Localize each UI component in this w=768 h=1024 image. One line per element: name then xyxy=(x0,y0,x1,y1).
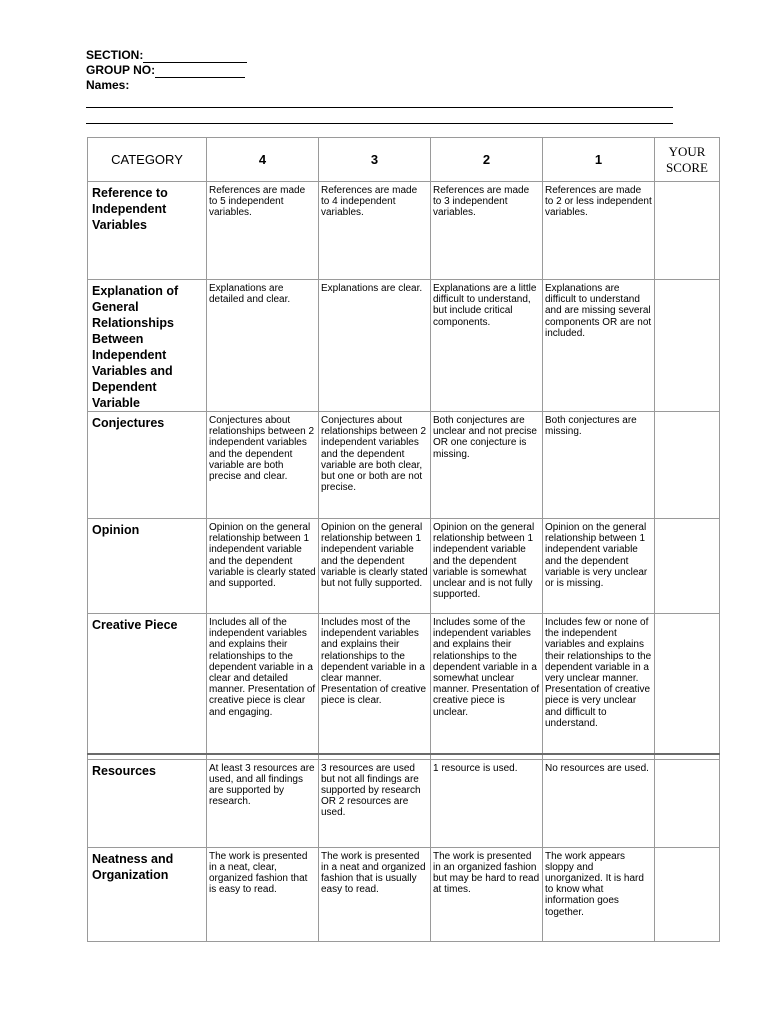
table-row xyxy=(88,519,720,614)
rubric-cell: Explanations are difficult to understand and are missing several components OR are not included. xyxy=(543,280,655,412)
rubric-cell: Conjectures about relationships between 2 independent variables and the dependent variable are both clear, but one or both are not precise. xyxy=(319,412,431,519)
table-row xyxy=(88,412,720,519)
category-cell: Reference to Independent Variables xyxy=(88,182,207,280)
rubric-cell: References are made to 5 independent variables. xyxy=(207,182,319,280)
category-cell: Resources xyxy=(88,759,207,847)
group-blank[interactable] xyxy=(155,66,245,78)
rubric-cell: References are made to 4 independent variables. xyxy=(319,182,431,280)
rubric-cell: Explanations are detailed and clear. xyxy=(207,280,319,412)
table-row xyxy=(88,759,720,847)
category-cell: Neatness and Organization xyxy=(88,847,207,941)
section-blank[interactable] xyxy=(143,51,247,63)
names-line-2[interactable] xyxy=(86,123,673,124)
rubric-cell: Opinion on the general relationship between 1 independent variable and the dependent variable is very unclear or is missing. xyxy=(543,519,655,614)
rubric-cell: At least 3 resources are used, and all findings are supported by research. xyxy=(207,759,319,847)
category-cell: Explanation of General Relationships Between Independent Variables and Dependent Variable xyxy=(88,280,207,412)
column-header-4: 4 xyxy=(207,138,319,182)
rubric-cell: The work is presented in a neat, clear, organized fashion that is easy to read. xyxy=(207,847,319,941)
score-cell[interactable] xyxy=(655,182,720,280)
rubric-cell: No resources are used. xyxy=(543,759,655,847)
names-line-1[interactable] xyxy=(86,107,673,108)
score-cell[interactable] xyxy=(655,412,720,519)
rubric-cell: The work appears sloppy and unorganized. It is hard to know what information goes together. xyxy=(543,847,655,941)
rubric-cell: The work is presented in an organized fashion but may be hard to read at times. xyxy=(431,847,543,941)
column-header-your-score: YOUR SCORE xyxy=(655,138,720,182)
rubric-cell: 1 resource is used. xyxy=(431,759,543,847)
section-label: SECTION: xyxy=(86,48,144,62)
section-field xyxy=(86,48,247,63)
rubric-cell: Opinion on the general relationship between 1 independent variable and the dependent variable is clearly stated but not fully supported. xyxy=(319,519,431,614)
rubric-cell: Opinion on the general relationship between 1 independent variable and the dependent variable is somewhat unclear and is not fully supported. xyxy=(431,519,543,614)
rubric-cell: Explanations are a little difficult to understand, but include critical components. xyxy=(431,280,543,412)
rubric-cell: Both conjectures are missing. xyxy=(543,412,655,519)
score-cell[interactable] xyxy=(655,847,720,941)
category-cell: Opinion xyxy=(88,519,207,614)
rubric-cell: Includes some of the independent variables and explains their relationships to the dependent variable in a somewhat unclear manner. Presentation of creative piece is unclear. xyxy=(431,614,543,754)
table-row xyxy=(88,614,720,754)
rubric-cell: Both conjectures are unclear and not precise OR one conjecture is missing. xyxy=(431,412,543,519)
rubric-cell: Includes few or none of the independent variables and explains their relationships to the dependent variable in a very unclear manner. Presentation of creative piece is very unclear and difficult to understand. xyxy=(543,614,655,754)
rubric-cell: 3 resources are used but not all findings are supported by research OR 2 resources are used. xyxy=(319,759,431,847)
score-cell[interactable] xyxy=(655,280,720,412)
column-header-2: 2 xyxy=(431,138,543,182)
column-header-1: 1 xyxy=(543,138,655,182)
rubric-cell: Includes most of the independent variables and explains their relationships to the dependent variable in a clear manner. Presentation of creative piece is clear. xyxy=(319,614,431,754)
column-header-category: CATEGORY xyxy=(88,138,207,182)
column-header-3: 3 xyxy=(319,138,431,182)
rubric-cell: References are made to 3 independent variables. xyxy=(431,182,543,280)
group-field xyxy=(86,63,247,78)
rubric-cell: Opinion on the general relationship between 1 independent variable and the dependent variable is clearly stated and supported. xyxy=(207,519,319,614)
rubric-cell: Conjectures about relationships between 2 independent variables and the dependent variable are both precise and clear. xyxy=(207,412,319,519)
table-row xyxy=(88,280,720,412)
header-fields xyxy=(86,48,247,93)
header-row xyxy=(88,138,720,182)
names-field xyxy=(86,78,247,93)
score-cell[interactable] xyxy=(655,519,720,614)
rubric-cell: Explanations are clear. xyxy=(319,280,431,412)
category-cell: Creative Piece xyxy=(88,614,207,754)
rubric-table xyxy=(87,137,720,942)
rubric-cell: The work is presented in a neat and organized fashion that is usually easy to read. xyxy=(319,847,431,941)
table-row xyxy=(88,847,720,941)
category-cell: Conjectures xyxy=(88,412,207,519)
table-row xyxy=(88,182,720,280)
rubric-cell: References are made to 2 or less independent variables. xyxy=(543,182,655,280)
names-label: Names: xyxy=(86,78,130,92)
score-cell[interactable] xyxy=(655,759,720,847)
group-label: GROUP NO: xyxy=(86,63,156,77)
score-cell[interactable] xyxy=(655,614,720,754)
rubric-cell: Includes all of the independent variables and explains their relationships to the dependent variable in a clear and detailed manner. Presentation of creative piece is clear and engaging. xyxy=(207,614,319,754)
